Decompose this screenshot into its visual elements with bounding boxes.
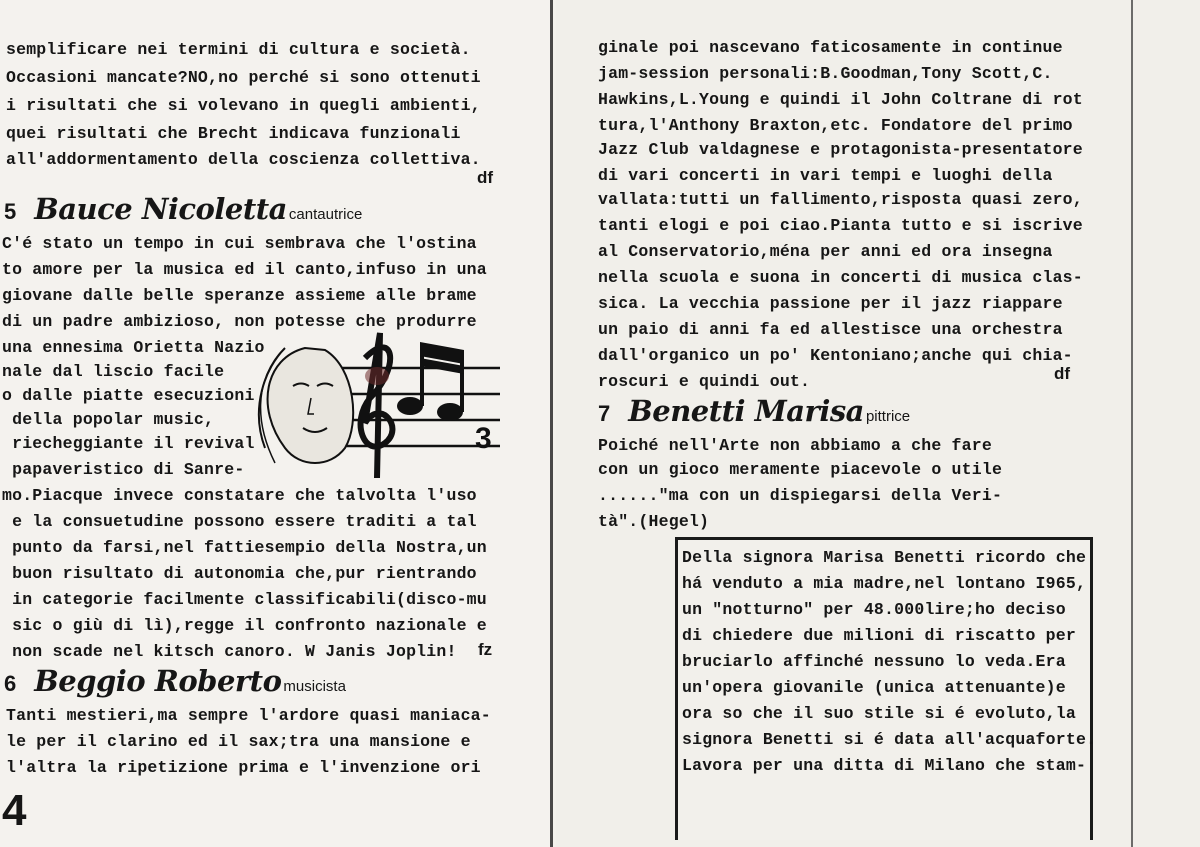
- text-line: buon risultato di autonomia che,pur rientrando: [2, 564, 477, 583]
- text-line: di un padre ambizioso, non potesse che produrre: [2, 312, 477, 331]
- section-number: 5: [4, 199, 17, 224]
- text-line: ......"ma con un dispiegarsi della Veri-: [598, 486, 1003, 505]
- text-line: bruciarlo affinché nessuno lo veda.Era: [682, 652, 1066, 671]
- text-line: jam-session personali:B.Goodman,Tony Scott,C.: [598, 64, 1053, 83]
- text-line: tura,l'Anthony Braxton,etc. Fondatore del primo: [598, 116, 1073, 135]
- section-role: pittrice: [865, 408, 911, 425]
- text-line: tanti elogi e poi ciao.Pianta tutto e si iscrive: [598, 216, 1083, 235]
- text-line: o dalle piatte esecuzioni: [2, 386, 255, 405]
- text-line: Jazz Club valdagnese e protagonista-presentatore: [598, 140, 1083, 159]
- left-page: [0, 0, 552, 847]
- section-role: cantautrice: [288, 206, 363, 223]
- text-line: una ennesima Orietta Nazio: [2, 338, 265, 357]
- text-line: con un gioco meramente piacevole o utile: [598, 460, 1003, 479]
- text-line: vallata:tutti un fallimento,risposta quasi zero,: [598, 190, 1083, 209]
- boxed-note: [675, 537, 1097, 840]
- section-heading: [4, 664, 346, 698]
- text-line: nella scuola e suona in concerti di musica clas-: [598, 268, 1083, 287]
- text-line: non scade nel kitsch canoro. W Janis Joplin!: [2, 642, 457, 661]
- text-line: C'é stato un tempo in cui sembrava che l'ostina: [2, 234, 477, 253]
- text-line: Lavora per una ditta di Milano che stam-: [682, 756, 1087, 775]
- text-line: há venduto a mia madre,nel lontano I965,: [682, 574, 1087, 593]
- text-line: signora Benetti si é data all'acquaforte.: [682, 730, 1097, 749]
- section-name: Bauce Nicoletta: [34, 192, 287, 226]
- music-notes-and-woman-face-icon: [245, 328, 500, 478]
- text-line: ora so che il suo stile si é evoluto,la: [682, 704, 1076, 723]
- section-name: Beggio Roberto: [34, 664, 282, 698]
- text-line: dall'organico un po' Kentoniano;anche qui chia-: [598, 346, 1073, 365]
- page-number: 4: [2, 786, 27, 835]
- text-line: un paio di anni fa ed allestisce una orchestra: [598, 320, 1063, 339]
- text-line: to amore per la musica ed il canto,infuso in una: [2, 260, 487, 279]
- text-line: al Conservatorio,ména per anni ed ora insegna: [598, 242, 1053, 261]
- text-line: punto da farsi,nel fattiesempio della Nostra,un: [2, 538, 487, 557]
- text-line: Della signora Marisa Benetti ricordo che: [682, 548, 1087, 567]
- text-line: quei risultati che Brecht indicava funzionali: [6, 124, 461, 143]
- section-heading: [598, 394, 910, 428]
- text-line: di chiedere due milioni di riscatto per: [682, 626, 1076, 645]
- text-line: sic o giù di lì),regge il confronto nazionale e: [2, 616, 487, 635]
- page-edge: [1131, 0, 1133, 847]
- section-number: 6: [4, 671, 17, 696]
- text-line: tà".(Hegel): [598, 512, 710, 531]
- svg-text:3: 3: [475, 422, 492, 455]
- text-line: all'addormentamento della coscienza collettiva.: [6, 150, 481, 169]
- text-line: le per il clarino ed il sax;tra una mansione e: [6, 732, 471, 751]
- text-line: giovane dalle belle speranze assieme alle brame: [2, 286, 477, 305]
- text-line: Occasioni mancate?NO,no perché si sono ottenuti: [6, 68, 481, 87]
- text-line: Poiché nell'Arte non abbiamo a che fare: [598, 436, 992, 455]
- text-line: di vari concerti in vari tempi e luoghi della: [598, 166, 1053, 185]
- signature: df: [477, 168, 494, 187]
- text-line: semplificare nei termini di cultura e società.: [6, 40, 471, 59]
- text-line: riecheggiante il revival: [2, 434, 255, 453]
- text-line: un'opera giovanile (unica attenuante)e: [682, 678, 1066, 697]
- text-line: papaveristico di Sanre-: [2, 460, 245, 479]
- text-line: sica. La vecchia passione per il jazz riappare: [598, 294, 1063, 313]
- section-name: Benetti Marisa: [628, 394, 864, 428]
- signature: df: [1054, 364, 1071, 383]
- text-line: roscuri e quindi out.: [598, 372, 811, 391]
- text-line: Hawkins,L.Young e quindi il John Coltrane di rot: [598, 90, 1083, 109]
- section-heading: [4, 192, 362, 226]
- section-number: 7: [598, 401, 611, 426]
- page-gutter: [550, 0, 553, 847]
- text-line: ginale poi nascevano faticosamente in continue: [598, 38, 1063, 57]
- text-line: Tanti mestieri,ma sempre l'ardore quasi maniaca-: [6, 706, 491, 725]
- section-role: musicista: [283, 678, 346, 695]
- text-line: mo.Piacque invece constatare che talvolta l'uso: [2, 486, 477, 505]
- text-line: in categorie facilmente classificabili(disco-mu: [2, 590, 487, 609]
- text-line: un "notturno" per 48.000lire;ho deciso: [682, 600, 1066, 619]
- text-line: della popolar music,: [2, 410, 215, 429]
- text-line: e la consuetudine possono essere traditi a tal: [2, 512, 477, 531]
- text-line: i risultati che si volevano in quegli ambienti,: [6, 96, 481, 115]
- text-line: nale dal liscio facile: [2, 362, 225, 381]
- signature: fz: [478, 640, 493, 659]
- text-line: l'altra la ripetizione prima e l'invenzione ori: [6, 758, 481, 777]
